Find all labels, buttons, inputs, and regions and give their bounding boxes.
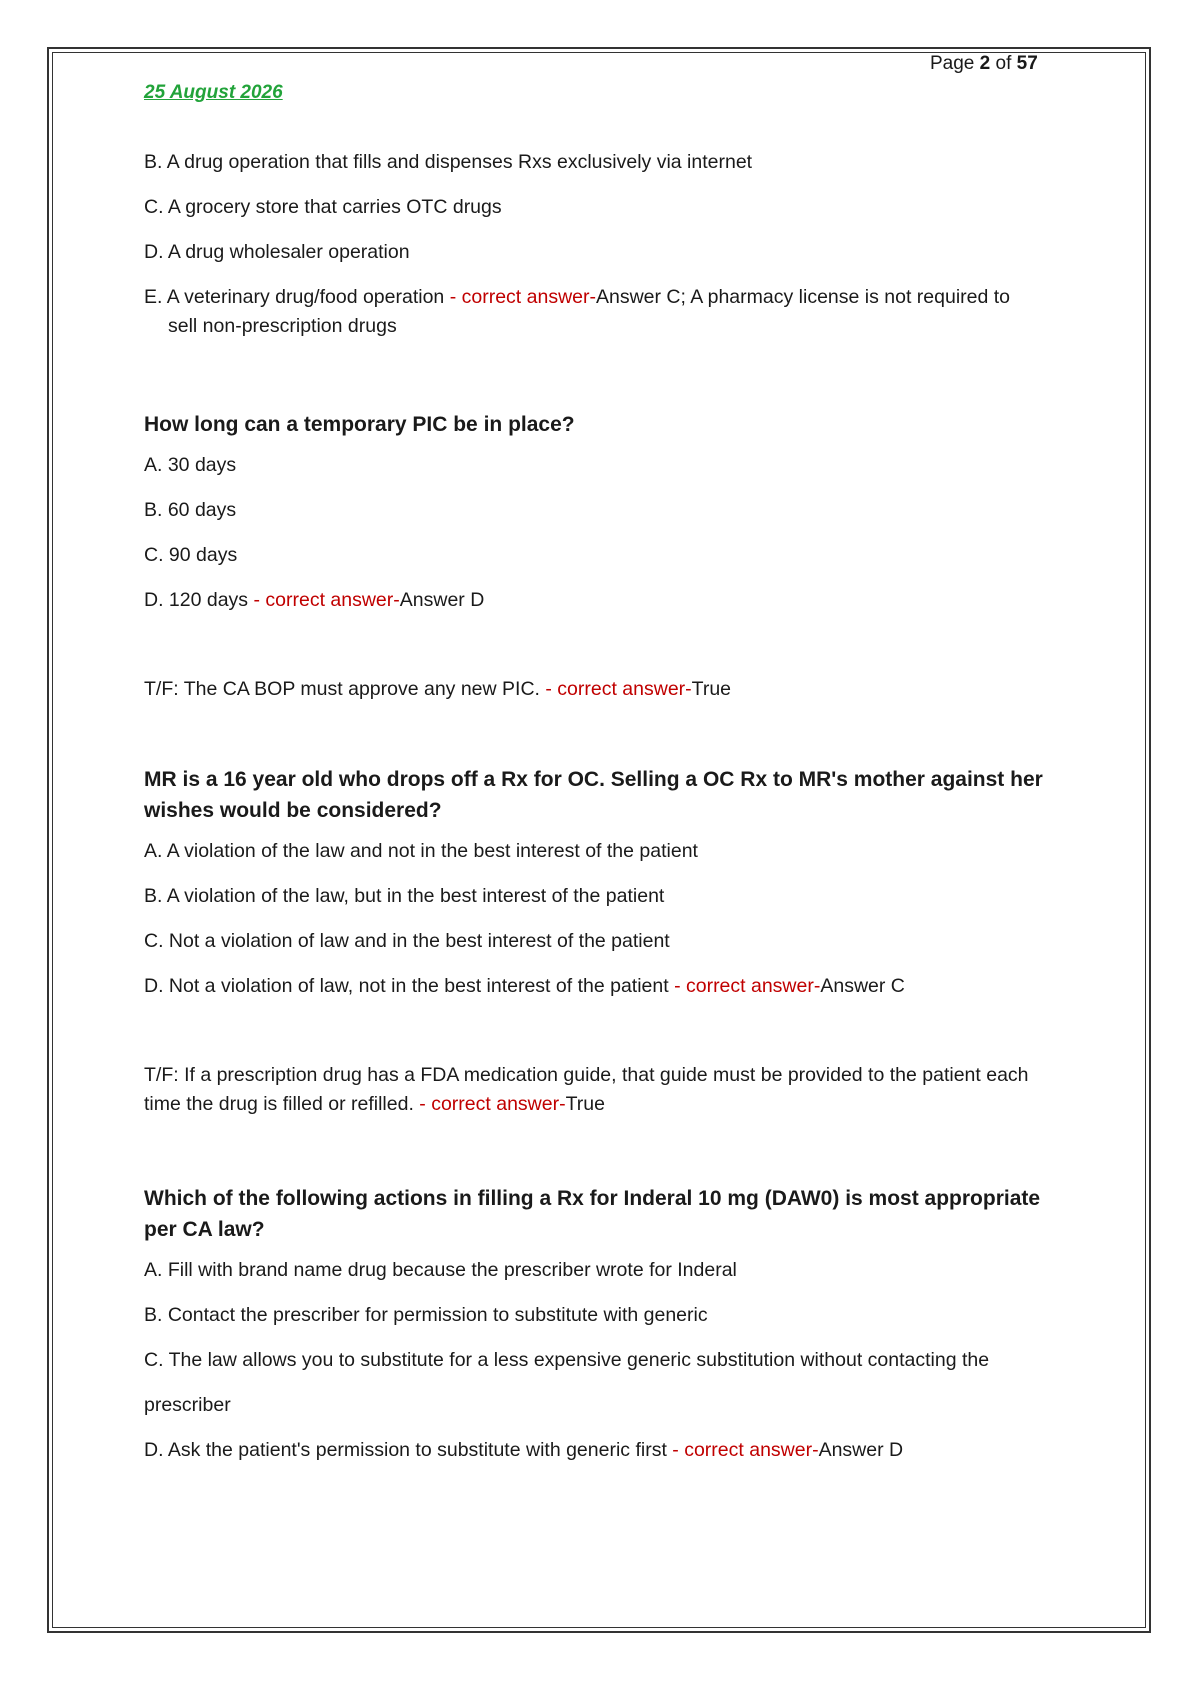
option-a: A. 30 days [144,454,237,476]
option-b: B. Contact the prescriber for permission to substitute with generic [144,1304,708,1326]
option-c: C. 90 days [144,544,238,566]
option-c: C. The law allows you to substitute for a less expensive generic substitution without contacting the [144,1349,990,1371]
correct-answer-marker: - correct answer- [419,1093,566,1115]
page-number: Page 2 of 57 [930,53,1038,74]
option-e: E. A veterinary drug/food operation - correct answer-Answer C; A pharmacy license is not required to sell non-prescription drugs [144,286,1011,337]
answer-text: True [691,678,732,700]
option-b: B. A violation of the law, but in the best interest of the patient [144,885,665,907]
option-c-continued: prescriber [144,1394,231,1416]
option-c: C. A grocery store that carries OTC drugs [144,196,502,218]
option-d: D. 120 days - correct answer-Answer D [144,589,485,611]
true-false-item: T/F: The CA BOP must approve any new PIC. - correct answer-True [144,678,732,700]
option-d: D. Ask the patient's permission to substitute with generic first - correct answer-Answer D [144,1439,904,1461]
answer-text: True [565,1093,605,1115]
question-heading: MR is a 16 year old who drops off a Rx for OC. Selling a OC Rx to MR's mother against her wishes would be considered? [144,768,1043,822]
document-body [144,148,1044,1481]
correct-answer-marker: - correct answer- [449,286,596,308]
option-a: A. A violation of the law and not in the best interest of the patient [144,840,698,862]
answer-text: Answer C; A pharmacy license is not required to sell non-prescription drugs [168,286,1011,337]
correct-answer-marker: - correct answer- [674,975,821,997]
document-date: 25 August 2026 [144,82,283,103]
option-d: D. A drug wholesaler operation [144,241,410,263]
correct-answer-marker: - correct answer- [545,678,692,700]
option-d: D. Not a violation of law, not in the best interest of the patient - correct answer-Answer C [144,975,905,997]
correct-answer-marker: - correct answer- [672,1439,819,1461]
answer-text: Answer D [818,1439,904,1461]
true-false-item: T/F: If a prescription drug has a FDA medication guide, that guide must be provided to the patient each time the drug is filled or refilled. - correct answer-True [144,1064,1029,1115]
question-heading: How long can a temporary PIC be in place? [144,413,575,436]
option-b: B. A drug operation that fills and dispenses Rxs exclusively via internet [144,151,753,173]
answer-text: Answer C [820,975,905,997]
option-b: B. 60 days [144,499,237,521]
option-a: A. Fill with brand name drug because the prescriber wrote for Inderal [144,1259,737,1281]
option-c: C. Not a violation of law and in the best interest of the patient [144,930,670,952]
answer-text: Answer D [399,589,485,611]
question-heading: Which of the following actions in filling a Rx for Inderal 10 mg (DAW0) is most appropriate per CA law? [144,1187,1041,1241]
correct-answer-marker: - correct answer- [253,589,400,611]
